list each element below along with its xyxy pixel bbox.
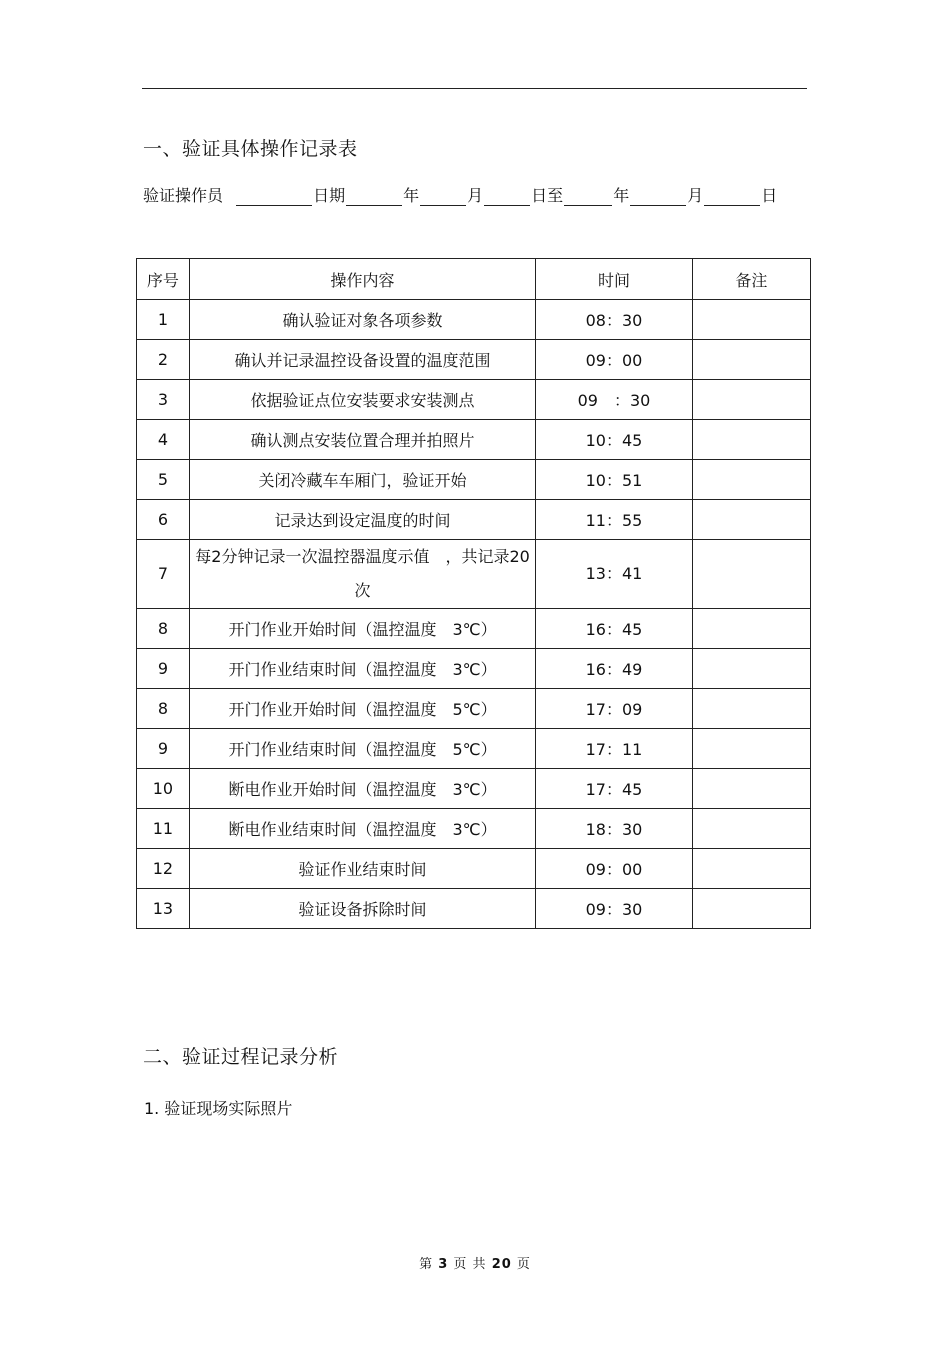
table-row (137, 380, 811, 420)
row-note (692, 300, 810, 340)
row-note (692, 460, 810, 500)
footer-page-number: 3 (438, 1257, 449, 1272)
row-content: 验证作业结束时间 (189, 849, 536, 889)
operator-blank (236, 187, 312, 206)
row-note (692, 729, 810, 769)
end-month-blank (630, 187, 686, 206)
table-row (137, 809, 811, 849)
row-content: 记录达到设定温度的时间 (189, 500, 536, 540)
row-time: 09 ：30 (536, 380, 692, 420)
header-rule (142, 88, 807, 89)
start-month-label: 月 (467, 186, 484, 205)
row-note (692, 609, 810, 649)
end-year-blank (564, 187, 612, 206)
row-content: 开门作业结束时间（温控温度 5℃） (189, 729, 536, 769)
row-time: 09：30 (536, 889, 692, 929)
section2-title: 二、验证过程记录分析 (143, 1046, 339, 1068)
row-no: 8 (137, 689, 190, 729)
row-note (692, 380, 810, 420)
row-note (692, 849, 810, 889)
table-row (137, 729, 811, 769)
start-year-label: 年 (403, 186, 420, 205)
row-content: 开门作业开始时间（温控温度 3℃） (189, 609, 536, 649)
row-content: 依据验证点位安装要求安装测点 (189, 380, 536, 420)
row-content: 断电作业结束时间（温控温度 3℃） (189, 809, 536, 849)
table-row (137, 540, 811, 609)
row-content: 确认验证对象各项参数 (189, 300, 536, 340)
footer-suffix: 页 (516, 1257, 531, 1272)
table-row (137, 500, 811, 540)
operation-record-table (136, 258, 811, 929)
table-row (137, 769, 811, 809)
header-content: 操作内容 (189, 259, 536, 300)
row-time: 17：11 (536, 729, 692, 769)
end-day-label: 日 (761, 186, 778, 205)
row-time: 09：00 (536, 849, 692, 889)
row-no: 9 (137, 729, 190, 769)
row-time: 17：45 (536, 769, 692, 809)
table-row (137, 460, 811, 500)
row-no: 11 (137, 809, 190, 849)
start-day-blank (484, 187, 530, 206)
row-note (692, 689, 810, 729)
row-time: 11：55 (536, 500, 692, 540)
row-no: 3 (137, 380, 190, 420)
row-note (692, 420, 810, 460)
header-no: 序号 (137, 259, 190, 300)
table-row (137, 300, 811, 340)
row-content: 断电作业开始时间（温控温度 3℃） (189, 769, 536, 809)
row-time: 13：41 (536, 540, 692, 609)
row-time: 18：30 (536, 809, 692, 849)
row-note (692, 889, 810, 929)
table-row (137, 420, 811, 460)
row-no: 9 (137, 649, 190, 689)
row-no: 1 (137, 300, 190, 340)
row-content: 开门作业开始时间（温控温度 5℃） (189, 689, 536, 729)
start-year-blank (346, 187, 402, 206)
footer-prefix: 第 (419, 1257, 434, 1272)
row-no: 7 (137, 540, 190, 609)
date-label: 日期 (313, 186, 346, 205)
row-time: 10：51 (536, 460, 692, 500)
header-time: 时间 (536, 259, 692, 300)
row-time: 16：45 (536, 609, 692, 649)
row-content: 验证设备拆除时间 (189, 889, 536, 929)
row-note (692, 649, 810, 689)
row-no: 12 (137, 849, 190, 889)
footer-mid: 页 共 (453, 1257, 487, 1272)
row-time: 08：30 (536, 300, 692, 340)
row-no: 8 (137, 609, 190, 649)
table-row (137, 340, 811, 380)
row-content: 确认并记录温控设备设置的温度范围 (189, 340, 536, 380)
header-note: 备注 (692, 259, 810, 300)
row-note (692, 540, 810, 609)
row-time: 09：00 (536, 340, 692, 380)
row-time: 17：09 (536, 689, 692, 729)
start-month-blank (420, 187, 466, 206)
row-content: 开门作业结束时间（温控温度 3℃） (189, 649, 536, 689)
row-time: 10：45 (536, 420, 692, 460)
to-label: 至 (547, 186, 564, 205)
row-no: 13 (137, 889, 190, 929)
table-row (137, 689, 811, 729)
section1-title: 一、验证具体操作记录表 (143, 138, 358, 160)
end-day-blank (704, 187, 760, 206)
row-no: 5 (137, 460, 190, 500)
table-row (137, 889, 811, 929)
operator-date-line (143, 183, 777, 206)
end-month-label: 月 (687, 186, 704, 205)
row-no: 6 (137, 500, 190, 540)
row-time: 16：49 (536, 649, 692, 689)
page-footer (0, 1253, 950, 1272)
operator-label: 验证操作员 (143, 186, 224, 205)
row-note (692, 769, 810, 809)
row-no: 4 (137, 420, 190, 460)
footer-total-pages: 20 (491, 1257, 512, 1272)
row-note (692, 500, 810, 540)
table-row (137, 609, 811, 649)
section2-item1: 1. 验证现场实际照片 (144, 1099, 293, 1118)
row-content: 确认测点安装位置合理并拍照片 (189, 420, 536, 460)
row-note (692, 809, 810, 849)
end-year-label: 年 (613, 186, 630, 205)
row-content: 关闭冷藏车车厢门，验证开始 (189, 460, 536, 500)
start-day-label: 日 (531, 186, 548, 205)
row-no: 2 (137, 340, 190, 380)
table-row (137, 649, 811, 689)
row-no: 10 (137, 769, 190, 809)
table-row (137, 849, 811, 889)
row-note (692, 340, 810, 380)
row-content: 每2分钟记录一次温控器温度示值 ，共记录20次 (189, 540, 536, 609)
table-header-row (137, 259, 811, 300)
